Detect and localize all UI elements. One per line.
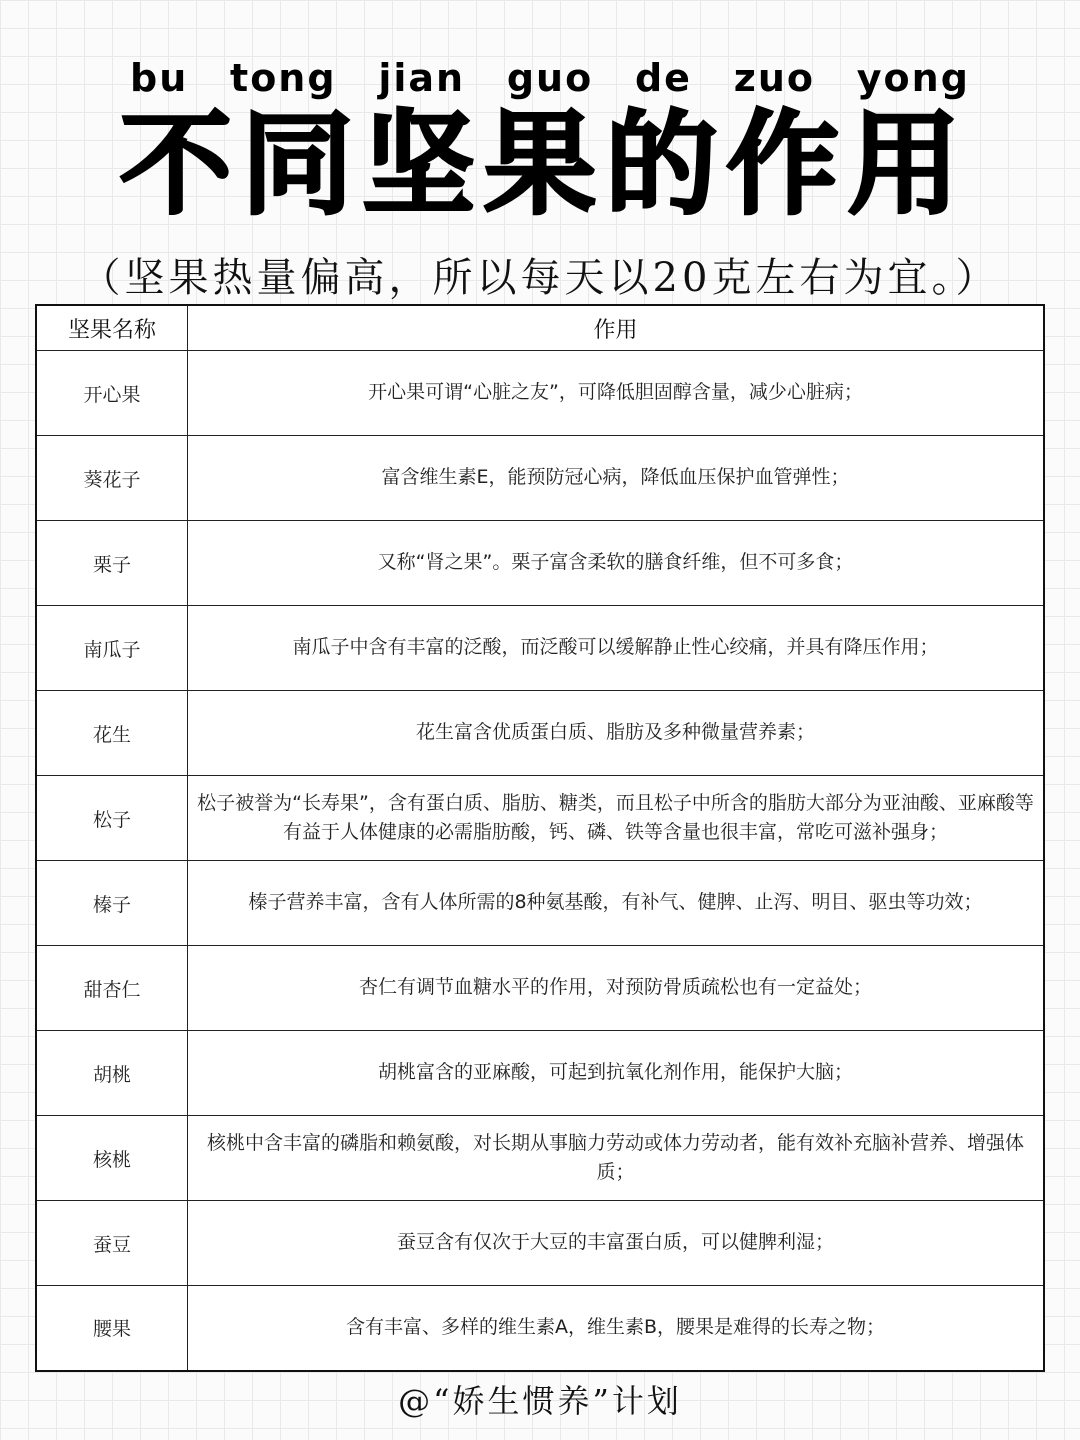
nut-name: 甜杏仁 — [36, 946, 188, 1031]
table-row — [36, 606, 1044, 691]
pinyin-syllable: zuo — [733, 56, 816, 100]
nut-effect: 核桃中含丰富的磷脂和赖氨酸，对长期从事脑力劳动或体力劳动者，能有效补充脑补营养、增强体质； — [188, 1116, 1045, 1201]
nut-name: 南瓜子 — [36, 606, 188, 691]
nut-effect: 榛子营养丰富，含有人体所需的8种氨基酸，有补气、健脾、止泻、明目、驱虫等功效； — [188, 861, 1045, 946]
nut-effect: 胡桃富含的亚麻酸，可起到抗氧化剂作用，能保护大脑； — [188, 1031, 1045, 1116]
title-char: 用 — [847, 100, 960, 230]
nut-effect: 又称“肾之果”。栗子富含柔软的膳食纤维，但不可多食； — [188, 521, 1045, 606]
page-title — [120, 100, 960, 230]
header-effect: 作用 — [188, 305, 1045, 351]
nut-effect: 蚕豆含有仅次于大豆的丰富蛋白质，可以健脾利湿； — [188, 1201, 1045, 1286]
footer-credit: @“娇生惯养”计划 — [398, 1382, 682, 1420]
nuts-table — [35, 304, 1045, 1372]
nut-name: 腰果 — [36, 1286, 188, 1371]
header-nut-name: 坚果名称 — [36, 305, 188, 351]
table-row — [36, 776, 1044, 861]
table-row — [36, 691, 1044, 776]
table-row — [36, 1201, 1044, 1286]
subtitle: （坚果热量偏高，所以每天以20克左右为宜。） — [80, 255, 1000, 301]
table-row — [36, 521, 1044, 606]
nut-effect: 富含维生素E，能预防冠心病，降低血压保护血管弹性； — [188, 436, 1045, 521]
title-char: 同 — [241, 100, 354, 230]
table-row — [36, 946, 1044, 1031]
nut-name: 蚕豆 — [36, 1201, 188, 1286]
nut-name: 花生 — [36, 691, 188, 776]
title-char: 的 — [605, 100, 718, 230]
nut-effect: 松子被誉为“长寿果”，含有蛋白质、脂肪、糖类，而且松子中所含的脂肪大部分为亚油酸、亚麻酸等有益于人体健康的必需脂肪酸，钙、磷、铁等含量也很丰富，常吃可滋补强身； — [188, 776, 1045, 861]
title-char: 果 — [483, 100, 596, 230]
pinyin-syllable: yong — [856, 56, 970, 100]
table-header-row — [36, 305, 1044, 351]
table-row — [36, 436, 1044, 521]
table-row — [36, 1286, 1044, 1371]
pinyin-syllable: guo — [506, 56, 594, 100]
nut-effect: 含有丰富、多样的维生素A，维生素B，腰果是难得的长寿之物； — [188, 1286, 1045, 1371]
nut-name: 葵花子 — [36, 436, 188, 521]
nut-effect: 杏仁有调节血糖水平的作用，对预防骨质疏松也有一定益处； — [188, 946, 1045, 1031]
pinyin-row — [130, 52, 970, 104]
nut-effect: 花生富含优质蛋白质、脂肪及多种微量营养素； — [188, 691, 1045, 776]
table-row — [36, 861, 1044, 946]
title-char: 作 — [726, 100, 839, 230]
title-char: 坚 — [362, 100, 475, 230]
nut-effect: 开心果可谓“心脏之友”，可降低胆固醇含量，减少心脏病； — [188, 351, 1045, 436]
pinyin-syllable: tong — [230, 56, 337, 100]
table-row — [36, 1116, 1044, 1201]
table-row — [36, 351, 1044, 436]
nut-effect: 南瓜子中含有丰富的泛酸，而泛酸可以缓解静止性心绞痛，并具有降压作用； — [188, 606, 1045, 691]
nut-name: 栗子 — [36, 521, 188, 606]
table-row — [36, 1031, 1044, 1116]
nut-name: 核桃 — [36, 1116, 188, 1201]
title-char: 不 — [120, 100, 232, 230]
pinyin-syllable: jian — [378, 56, 466, 100]
pinyin-syllable: bu — [130, 56, 189, 100]
nut-name: 开心果 — [36, 351, 188, 436]
pinyin-syllable: de — [634, 56, 692, 100]
nut-name: 松子 — [36, 776, 188, 861]
nut-name: 胡桃 — [36, 1031, 188, 1116]
nut-name: 榛子 — [36, 861, 188, 946]
